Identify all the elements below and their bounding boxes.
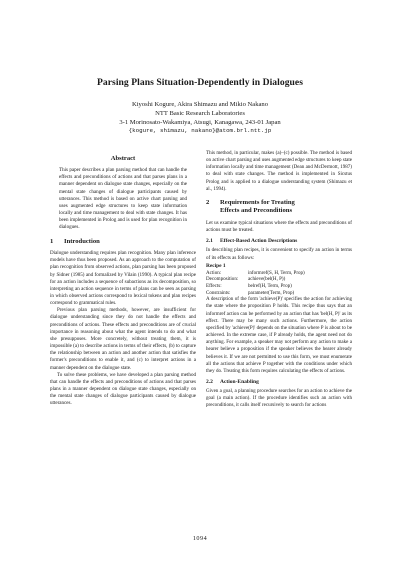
section-title: Introduction bbox=[64, 237, 100, 245]
affiliation: NTT Basic Research Laboratories bbox=[155, 109, 245, 117]
paper-title: Parsing Plans Situation-Dependently in Dialogues bbox=[96, 77, 304, 88]
method-paragraph: This method, in particular, makes (a)–(c) possible. The method is based on active chart parsing and uses augmented edge structures to keep state information locally and time management (Dean and McDermott, 1987) to deal with state changes. The method is implemented in Sicstus Prolog and is applied to a dialogue understanding system (Shimazu et al., 1994). bbox=[206, 150, 352, 192]
section-title-line-1: Requirements for Treating bbox=[220, 198, 295, 206]
recipe-value: informref(S, H, Term, Prop) bbox=[248, 269, 305, 276]
subsection-number: 2.1 bbox=[206, 238, 213, 245]
abstract-text: This paper describes a plan parsing method that can handle the effects and preconditions of actions and that parses plans in a manner dependent on dialogue state changes, especially on the mental state changes of dialogue participants caused by utterances. This method is based on active chart parsing and uses augmented edge structures to keep state information locally and time management to deal with state changes. It has been implemented in Prolog and is used for plan recognition in dialogues. bbox=[59, 167, 187, 231]
intro-paragraph-2: Previous plan parsing methods, however, are insufficient for dialogue understanding since they do not handle the effects and preconditions of actions. These effects and preconditions are of crucial importance in reasoning about what the agent intends to do and what she presupposes. More concretely, without treating them, it is impossible (a) to describe actions in terms of their effects, (b) to capture the relationship between an action and another action that satisfies the former's preconditions to enable it, and (c) to interpret actions in a manner dependent on the dialogue state. bbox=[50, 307, 196, 371]
address: 3-1 Morinosato-Wakamiya, Atsugi, Kanagawa, 243-01 Japan bbox=[119, 118, 281, 126]
subsection-title: Action-Enabling bbox=[220, 378, 259, 385]
recipe-title: Recipe 1 bbox=[206, 262, 226, 269]
section-heading-requirements bbox=[206, 199, 352, 216]
emails: {kogure, shimazu, nakano}@atom.brl.ntt.jp bbox=[128, 127, 272, 135]
subsection-heading-2-1 bbox=[206, 238, 352, 245]
subsection-2-2-text: Given a goal, a planning procedure searches for an action to achieve the goal (a main action). If the procedure identifies such an action with preconditions, it calls itself recursively to search for actions bbox=[206, 388, 352, 409]
section-number: 2 bbox=[206, 198, 210, 206]
intro-paragraph-3: To solve these problems, we have developed a plan parsing method that can handle the effects and preconditions of actions and that parses plans in a manner dependent on dialogue state changes, especially on the mental state changes of dialogue participants caused by dialogue utterances. bbox=[50, 371, 196, 407]
subsection-title: Effect-Based Action Descriptions bbox=[220, 238, 298, 245]
section-number: 1 bbox=[50, 237, 54, 245]
recipe-value: parameter(Term, Prop) bbox=[248, 289, 295, 296]
recipe-row bbox=[206, 283, 352, 290]
left-column bbox=[50, 155, 196, 408]
author-block bbox=[0, 101, 400, 136]
subsection-heading-2-2 bbox=[206, 379, 352, 386]
recipe-label: Action: bbox=[206, 269, 222, 276]
subsection-2-1-text: In describing plan recipes, it is convenient to specify an action in terms of its effects as follows: bbox=[206, 247, 352, 261]
abstract-heading: Abstract bbox=[110, 155, 136, 162]
section-title bbox=[220, 199, 295, 216]
author-names: Kiyoshi Kogure, Akira Shimazu and Mikio Nakano bbox=[131, 101, 269, 108]
intro-paragraph-1: Dialogue understanding requires plan recognition. Many plan inference models have thus been proposed. As an approach to the computation of plan recognition from observed actions, plan parsing has been proposed by Sidner (1985) and formalized by Vilain (1990). A typical plan recipe for an action includes a sequence of subactions as its decomposition, so interpreting an action sequence in terms of plans can be seen as parsing in which observed actions correspond to lexical tokens and plan recipes correspond to grammatical rules. bbox=[50, 250, 196, 307]
recipe-label: Effects: bbox=[206, 283, 222, 290]
right-column bbox=[206, 150, 352, 410]
section-title-line-2: Effects and Preconditions bbox=[220, 207, 293, 215]
page-number: 1094 bbox=[192, 535, 208, 542]
section-2-intro: Let us examine typical situations where the effects and preconditions of actions must be treated. bbox=[206, 219, 352, 234]
subsection-number: 2.2 bbox=[206, 378, 213, 385]
recipe-label: Decomposition: bbox=[206, 276, 239, 283]
recipe-description: A description of the form 'achieve(P)' specifies the action for achieving the state where the proposition P holds. This recipe thus says that an informref action can be performed by an action that has 'bel(H, P)' as its effect. There may be many such actions. Furthermore, the action specified by 'achieve(P)' depends on the situation where P is about to be achieved. In the extreme case, if P already holds, the agent need not do anything. For example, a speaker may not perform any action to make a hearer believe a proposition if the speaker believes the hearer already believes it. If we are not permitted to use this form, we must enumerate all the actions that achieve P together with the conditions under which they do. Treating this form requires calculating the effects of actions. bbox=[206, 296, 352, 374]
recipe-label: Constraints: bbox=[206, 289, 231, 296]
recipe-value: belref(H, Term, Prop) bbox=[248, 283, 292, 290]
section-heading-introduction bbox=[50, 238, 196, 247]
recipe-value: achieve(bel(H, P)) bbox=[248, 276, 286, 283]
recipe-table bbox=[206, 270, 352, 296]
